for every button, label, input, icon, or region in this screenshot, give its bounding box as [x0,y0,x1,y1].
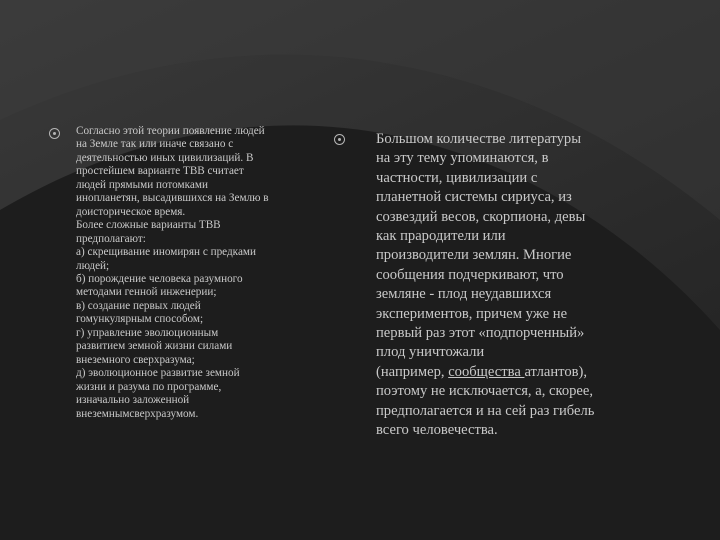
right-column [334,130,634,441]
circle-bullet-icon [334,134,345,145]
underlined-word: сообщества [448,363,525,380]
left-column-text: Согласно этой теории появление людей на Земле так или иначе связано с деятельностью иных цивилизаций. В простейшем варианте ТВВ считает людей прямыми потомками инопланетян, высадившихся на Землю в доисторическое время. Более сложные варианты ТВВ предполагают: а) скрещивание иномирян с предками людей; б) порождение человека разумного методами генной инженерии; в) создание первых людей гомункулярным способом; г) управление эволюционным развитием земной жизни силами внеземного сверхразума; д) эволюционное развитие земной жизни и разума по программе, изначально заложенной внеземнымсверхразумом. [76,125,269,420]
circle-bullet-icon [49,128,60,139]
right-column-text [376,130,634,441]
left-column [49,125,319,421]
right-text-part-1: Большом количестве литературы на эту тему упоминаются, в частности, цивилизации с планетной системы сириуса, из созвездий весов, скорпиона, девы как прародители или производители землян. Многие сообщения подчеркивают, что земляне - плод неудавшихся экспериментов, причем уже не первый раз этот «подпорченный» плод уничтожали (например, [376,131,586,380]
right-text-part-2: атлантов), поэтому не исключается, а, скорее, предполагается и на сей раз гибель всего человечества. [376,363,595,439]
